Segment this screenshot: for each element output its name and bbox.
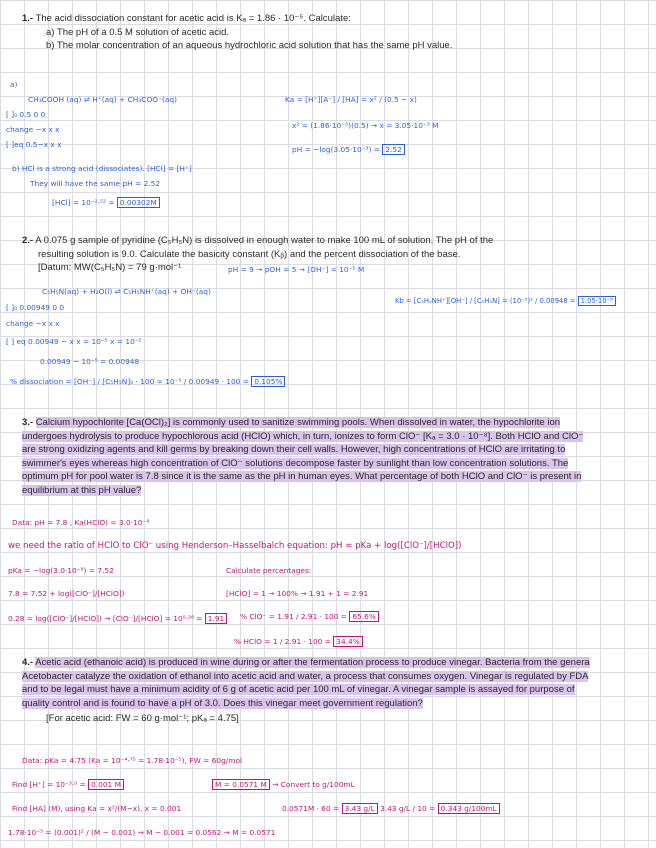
q2-kb-line [395,296,616,306]
q4-conversion-line [212,780,355,790]
q1-hcl-calc: [HCl] = 10⁻²·⁵² = [52,198,115,207]
q1-ice-change: change −x x x [6,125,60,134]
q2-reaction: C₅H₅N(aq) + H₂O(l) ⇌ C₅H₅NH⁺(aq) + OH⁻(aq) [42,287,211,296]
q3-pct-hclo-line [234,637,363,647]
question-3-number: 3.- [22,417,34,428]
question-2-text-1: A 0.075 g sample of pyridine (C₅H₅N) is dissolved in enough water to make 100 mL of solution. The pH of the [35,235,494,246]
q1-ph-calc: pH = −log(3.05·10⁻³) = [292,145,380,154]
q3-hclo-line: [HClO] = 1 → 100% → 1.91 + 1 = 2.91 [226,589,369,598]
q3-equation-2-line [8,614,227,624]
q1-part-b-line3 [52,198,160,208]
question-1-number: 1.- [22,13,34,24]
q3-data: Data: pH = 7.8 , Ka(HClO) = 3.0·10⁻⁸ [12,518,150,527]
q1-hcl-answer-box: 0.00302M [117,197,160,208]
q3-pct-hclo-calc: % HClO = 1 / 2.91 · 100 = [234,637,331,646]
q4-data: Data: pKa = 4.75 (Ka = 10⁻⁴·⁷⁵ = 1.78·10⁻⁵), FW = 60g/mol [22,756,243,765]
q4-per100-answer-box: 0.343 g/100mL [438,803,500,814]
question-4-number: 4.- [22,657,34,668]
question-2-text-2: resulting solution is 9.0. Calculate the basicity constant (Kᵦ) and the percent dissociation of the base. [38,248,461,260]
q2-ice-change: change −x x x [6,319,60,328]
q4-last-line: 1.78·10⁻⁵ = (0.001)² / (M − 0.001) → M − 0.001 = 0.0562 → M = 0.0571 [8,828,276,837]
question-1a: a) The pH of a 0.5 M solution of acetic acid. [46,26,230,38]
question-4 [22,656,592,726]
q3-calc-heading: Calculate percentages: [226,566,312,575]
q3-pct-clo-line [240,612,379,622]
q4-convert-note: → Convert to g/100mL [272,780,355,789]
q4-per100-calc: 3.43 g/L / 10 = [380,804,436,813]
q2-dissociation-answer-box: 0.105% [251,376,285,387]
q4-find-h: Find [H⁺] = 10⁻³·⁰ = [12,780,86,789]
question-2-number: 2.- [22,235,34,246]
q1-ph-line [292,145,405,155]
q2-subtraction-note: 0.00949 − 10⁻⁵ = 0.00948 [40,357,140,366]
q4-find-h-answer-box: 0.001 M [88,779,124,790]
question-3 [22,416,588,498]
question-1 [22,12,577,53]
q1-reaction: CH₃COOH (aq) ⇌ H⁺(aq) + CH₃COO⁻(aq) [28,95,177,104]
q4-grams-line [282,804,500,814]
q1-ka-expression: Ka = [H⁺][A⁻] / [HA] = x² / (0.5 − x) [285,95,417,104]
q4-grams-answer-box: 3.43 g/L [342,803,378,814]
q3-pct-hclo-answer-box: 34.4% [333,636,362,647]
q3-pct-clo-answer-box: 65.6% [349,611,378,622]
q2-kb-expression: Kb = [C₅H₅NH⁺][OH⁻] / [C₅H₅N] = (10⁻⁵)² / 0.00948 = [395,297,576,305]
q2-ph-note: pH = 9 → pOH = 5 → [OH⁻] = 10⁻⁵ M [228,265,365,274]
q3-equation-1: 7.8 = 7.52 + log([ClO⁻]/[HClO]) [8,589,125,598]
q2-kb-answer-box: 1.05·10⁻⁸ [578,296,616,306]
q3-ratio-answer-box: 1.91 [205,613,227,624]
question-2-datum: [Datum: MW(C₅H₅N) = 79 g·mol⁻¹ [38,262,182,274]
q3-pka: pKa = −log(3.0·10⁻⁸) = 7.52 [8,566,114,575]
q2-ice-equilibrium: [ ] eq 0.00949 − x x = 10⁻⁵ x = 10⁻⁵ [6,337,142,346]
q4-molarity-box: M = 0.0571 M [212,779,270,790]
question-1-text: The acid dissociation constant for acetic acid is Kₐ = 1.86 · 10⁻⁵. Calculate: [35,13,351,24]
q1-x-calculation: x² = (1.86·10⁻⁵)(0.5) → x = 3.05·10⁻³ M [292,121,439,130]
q1-part-b-line1: b) HCl is a strong acid (dissociates). [HCl] = [H⁺] [12,164,192,173]
q1-ph-answer-box: 2.52 [382,144,404,155]
q1-ice-equilibrium: [ ]eq 0.5−x x x [6,140,62,149]
q2-dissociation-calc: % dissociation = [OH⁻] / [C₅H₅N]₀ · 100 = 10⁻⁵ / 0.00949 · 100 = [10,377,249,386]
q1-part-a-label: a) [10,80,18,89]
q4-find-concentration: Find [HA] (M), using Ka = x²/(M−x), x = 0.001 [12,804,182,813]
q1-ice-initial: [ ]₀ 0.5 0 0 [6,110,46,119]
question-4-text: Acetic acid (ethanoic acid) is produced in wine during or after the fermentation process to produce vinegar. Bacteria from the genera Acetobacter catalyze the oxidation of ethanol into acetic acid and water, a process that consumes oxygen. Vinegar is regulated by FDA and to be legal must have a minimum acidity of 6 g of acetic acid per 100 mL of vinegar. A vinegar sample is assayed for purpose of quality control and is found to have a pH of 3.0. Does this vinegar meet government regulation? [22,657,590,709]
q3-pct-clo-calc: % ClO⁻ = 1.91 / 2.91 · 100 = [240,612,347,621]
q2-ice-initial: [ ]₀ 0.00949 0 0 [6,303,65,312]
q1-part-b-line2: They will have the same pH = 2.52 [30,179,161,188]
q3-plan: we need the ratio of HClO to ClO⁻ using Henderson–Hasselbalch equation: pH = pKa + log([ClO⁻]/[HClO]) [8,541,462,551]
q2-dissociation-line [10,377,285,387]
q4-find-h-line [12,780,124,790]
question-3-text: Calcium hypochlorite [Ca(OCl)₂] is commonly used to sanitize swimming pools. When dissolved in water, the hypochlorite ion undergoes hydrolysis to produce hypochlorous acid (HClO) which, in turn, ionizes to form ClO⁻ [Kₐ = 3.0 · 10⁻⁸]. Both HClO and ClO⁻ are strong oxidizing agents and kill germs by breaking down their cell walls. However, high concentrations of HClO are irritating to swimmer's eyes whereas high concentration of ClO⁻ solutions decompose faster by sunlight than low concentration solutions. The optimum pH for pool water is 7.8 since it is the same as the pH in human eyes. What percentage of both HClO and ClO⁻ is present in equilibrium at this pH value? [22,417,584,496]
question-1b: b) The molar concentration of an aqueous hydrochloric acid solution that has the same pH value. [46,40,453,52]
question-4-datum: [For acetic acid: FW = 60 g·mol⁻¹; pKₐ = 4.75] [46,713,239,725]
q3-equation-2: 0.28 = log([ClO⁻]/[HClO]) → [ClO⁻]/[HClO] = 10⁰·²⁸ = [8,614,203,623]
q4-grams-calc: 0.0571M · 60 = [282,804,340,813]
